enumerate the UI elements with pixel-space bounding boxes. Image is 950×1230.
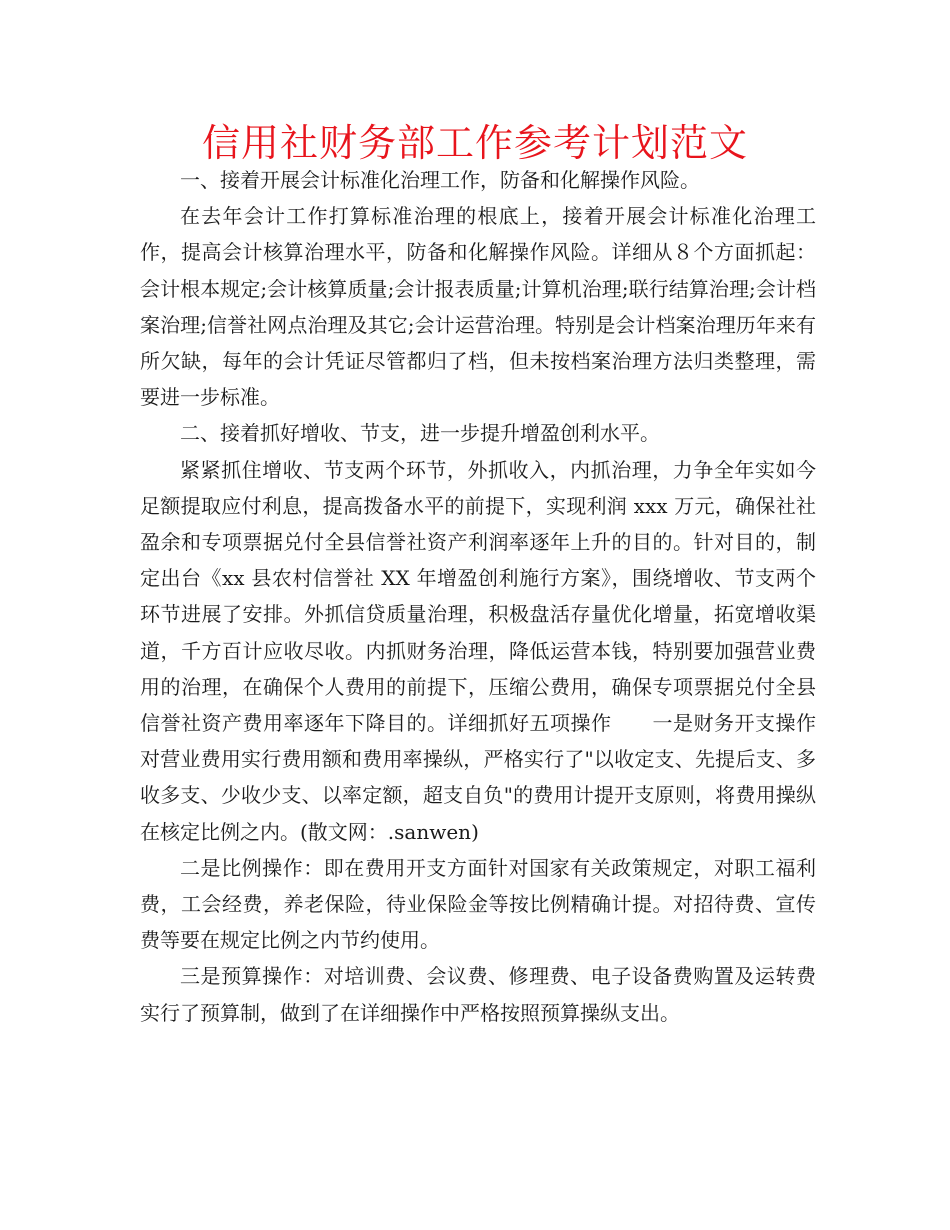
paragraph-revenue-cost-control: 紧紧抓住增收、节支两个环节，外抓收入，内抓治理，力争全年实如今足额提取应付利息，提高拨备水平的前提下，实现利润 xxx 万元，确保社社盈余和专项票据兑付全县信誉社资产利润率逐年上升的目的。针对目的，制定出台《xx 县农村信誉社 XX 年增盈创利施行方案》，围绕增收、节支两个环节进展了安排。外抓信贷质量治理，积极盘活存量优化增量，拓宽增收渠道，千方百计应收尽收。内抓财务治理，降低运营本钱，特别要加强营业费用的治理，在确保个人费用的前提下，压缩公费用，确保专项票据兑付全县信誉社资产费用率逐年下降目的。详细抓好五项操作 一是财务开支操作 对营业费用实行费用额和费用率操纵，严格实行了"以收定支、先提后支、多收多支、少收少支、以率定额，超支自负"的费用计提开支原则，将费用操纵在核定比例之内。(散文网：.sanwen) [140, 457, 856, 844]
paragraph-accounting-standardization: 在去年会计工作打算标准治理的根底上，接着开展会计标准化治理工作，提高会计核算治理水平，防备和化解操作风险。详细从８个方面抓起：会计根本规定;会计核算质量;会计报表质量;计算机治理;联行结算治理;会计档案治理;信誉社网点治理及其它;会计运营治理。特别是会计档案治理历年来有所欠缺，每年的会计凭证尽管都归了档，但未按档案治理方法归类整理，需要进一步标准。 [140, 204, 816, 410]
paragraph-budget-control: 三是预算操作：对培训费、会议费、修理费、电子设备费购置及运转费实行了预算制，做到了在详细操作中严格按照预算操纵支出。 [140, 964, 816, 1025]
document-title: 信用社财务部工作参考计划范文 [201, 121, 748, 165]
paragraph-ratio-control: 二是比例操作：即在费用开支方面针对国家有关政策规定，对职工福利费，工会经费，养老保险，待业保险金等按比例精确计提。对招待费、宣传费等要在规定比例之内节约使用。 [140, 855, 816, 953]
paragraph-section-one-heading: 一、接着开展会计标准化治理工作，防备和化解操作风险。 [180, 168, 700, 192]
paragraph-section-two-heading: 二、接着抓好增收、节支，进一步提升增盈创利水平。 [180, 421, 660, 446]
document-body [140, 162, 856, 1031]
